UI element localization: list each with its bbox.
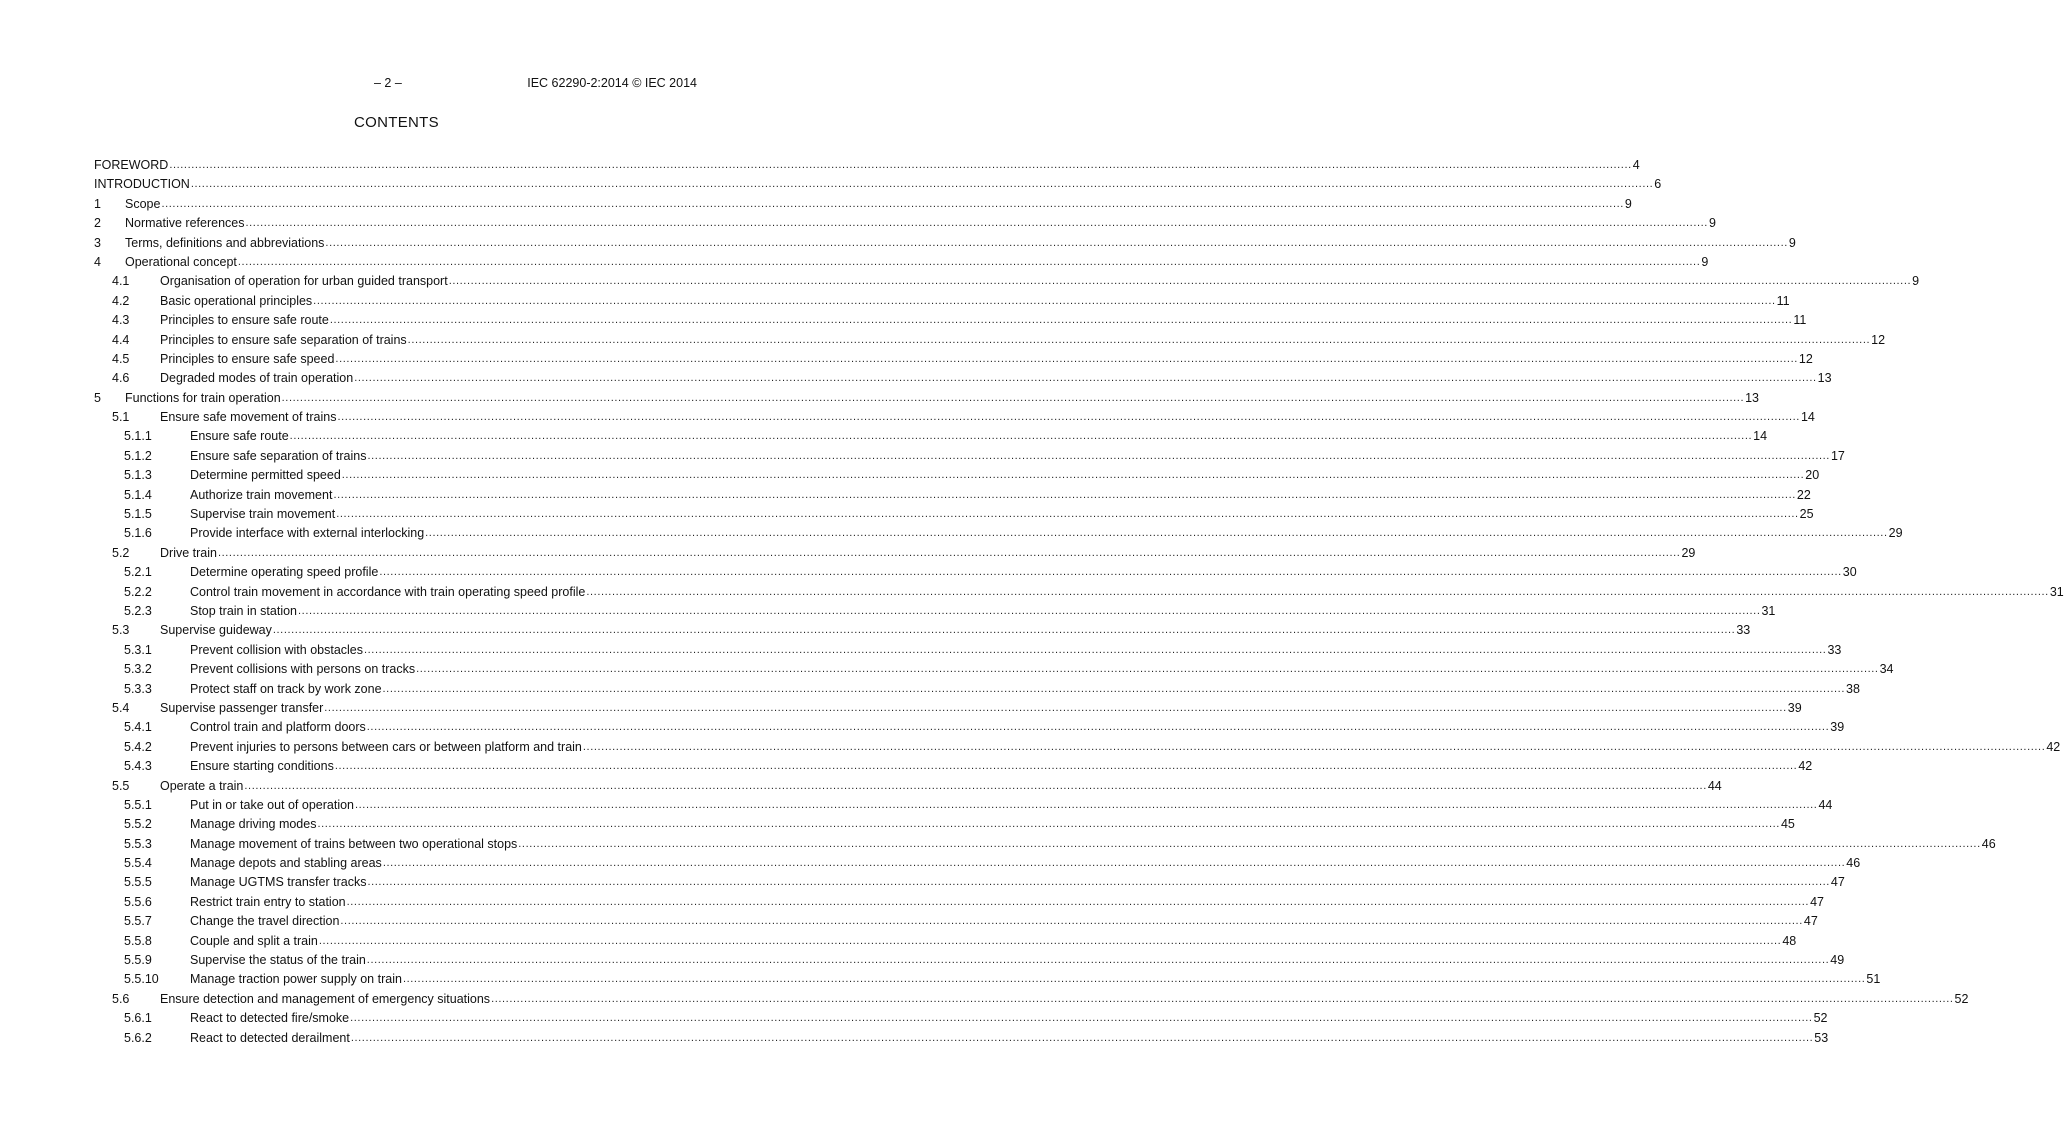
toc-entry-number: 5.5.6 — [124, 894, 152, 909]
toc-entry-number: 5.3.2 — [124, 662, 152, 677]
toc-entry-number: 4 — [94, 254, 101, 269]
toc-entry-title: INTRODUCTION — [94, 177, 190, 192]
toc-entry-title: Ensure starting conditions — [190, 759, 334, 774]
toc-entry[interactable] — [94, 700, 1802, 720]
toc-entry-page: 14 — [1753, 429, 1768, 444]
toc-entry-page: 9 — [1624, 196, 1632, 211]
toc-entry-number: 5.2 — [112, 545, 130, 560]
toc-entry-page: 51 — [1866, 972, 1881, 987]
toc-entry-title: Principles to ensure safe separation of trains — [160, 332, 407, 347]
toc-entry-number: 5.2.2 — [124, 584, 152, 599]
toc-entry-number: 2 — [94, 216, 101, 231]
toc-entry-title: Manage UGTMS transfer tracks — [190, 875, 367, 890]
toc-entry-title: Principles to ensure safe speed — [160, 351, 335, 366]
dot-leader: ................................................................................................................................................................................................................................................................................................................................................................................................................ — [325, 236, 1788, 249]
dot-leader: ................................................................................................................................................................................................................................................................................................................................................................................................................ — [334, 760, 1798, 773]
toc-entry[interactable] — [94, 196, 1632, 216]
dot-leader: ................................................................................................................................................................................................................................................................................................................................................................................................................ — [317, 818, 1780, 831]
dot-leader: ................................................................................................................................................................................................................................................................................................................................................................................................................ — [407, 333, 1871, 346]
toc-entry-title: Basic operational principles — [160, 293, 313, 308]
toc-entry-title: Stop train in station — [190, 603, 298, 618]
toc-entry-number: 5.5.4 — [124, 856, 152, 871]
toc-entry[interactable] — [94, 662, 1894, 681]
toc-entry[interactable] — [94, 991, 1969, 1011]
toc-entry-page: 4 — [1632, 158, 1640, 172]
toc-entry-page: 45 — [1780, 817, 1795, 832]
dot-leader: ................................................................................................................................................................................................................................................................................................................................................................................................................ — [491, 992, 1954, 1005]
toc-entry-title: Manage movement of trains between two operational stops — [190, 836, 518, 851]
toc-entry-number: 4.2 — [112, 293, 130, 308]
dot-leader: ................................................................................................................................................................................................................................................................................................................................................................................................................ — [354, 372, 1817, 385]
toc-entry-title: Control train movement in accordance with train operating speed profile — [190, 584, 586, 599]
toc-entry[interactable] — [94, 448, 1845, 468]
toc-entry[interactable] — [94, 545, 1696, 565]
dot-leader: ................................................................................................................................................................................................................................................................................................................................................................................................................ — [366, 954, 1830, 967]
toc-entry-title: Supervise guideway — [160, 623, 272, 638]
dot-leader: ................................................................................................................................................................................................................................................................................................................................................................................................................ — [382, 857, 1846, 870]
dot-leader: ................................................................................................................................................................................................................................................................................................................................................................................................................ — [335, 352, 1798, 365]
dot-leader: ................................................................................................................................................................................................................................................................................................................................................................................................................ — [217, 546, 1681, 559]
toc-entry-number: 5.5.9 — [124, 953, 152, 968]
toc-entry-title: Organisation of operation for urban guided transport — [160, 274, 448, 289]
toc-entry-page: 12 — [1798, 351, 1813, 366]
toc-entry[interactable] — [94, 254, 1709, 274]
toc-entry[interactable] — [94, 739, 2061, 759]
toc-entry-title: Ensure safe separation of trains — [190, 448, 367, 463]
toc-entry-page: 29 — [1681, 545, 1696, 560]
toc-entry-title: Prevent injuries to persons between cars or between platform and train — [190, 739, 582, 754]
toc-entry-page: 53 — [1814, 1030, 1829, 1045]
toc-entry-page: 20 — [1805, 468, 1820, 483]
toc-entry[interactable] — [94, 507, 1814, 526]
page-header — [0, 76, 793, 92]
toc-entry[interactable] — [94, 158, 1640, 177]
dot-leader: ................................................................................................................................................................................................................................................................................................................................................................................................................ — [350, 1031, 1814, 1044]
toc-entry-number: 5.3.3 — [124, 681, 152, 696]
toc-entry-number: 5.1.6 — [124, 526, 152, 541]
dot-leader: ................................................................................................................................................................................................................................................................................................................................................................................................................ — [169, 159, 1632, 171]
toc-entry[interactable] — [94, 293, 1790, 313]
toc-entry-title: Degraded modes of train operation — [160, 371, 354, 386]
toc-entry-title: Ensure safe route — [190, 429, 289, 444]
toc-entry[interactable] — [94, 817, 1795, 836]
toc-entry-title: Ensure detection and management of emergency situations — [160, 991, 491, 1006]
toc-entry-page: 13 — [1817, 371, 1832, 386]
toc-entry-page: 42 — [1798, 759, 1813, 774]
toc-entry-number: 5.5.3 — [124, 836, 152, 851]
toc-entry[interactable] — [94, 565, 1857, 584]
dot-leader: ................................................................................................................................................................................................................................................................................................................................................................................................................ — [586, 585, 2049, 598]
dot-leader: ................................................................................................................................................................................................................................................................................................................................................................................................................ — [281, 391, 1745, 404]
toc-entry-page: 6 — [1654, 177, 1662, 192]
toc-entry[interactable] — [94, 429, 1768, 448]
toc-entry-page: 29 — [1888, 526, 1903, 541]
toc-entry-number: 5.5.7 — [124, 914, 152, 929]
toc-entry[interactable] — [94, 410, 1815, 429]
toc-entry[interactable] — [94, 759, 1813, 778]
toc-entry-page: 12 — [1871, 332, 1886, 347]
dot-leader: ................................................................................................................................................................................................................................................................................................................................................................................................................ — [366, 721, 1830, 734]
toc-entry-page: 25 — [1799, 507, 1814, 522]
dot-leader: ................................................................................................................................................................................................................................................................................................................................................................................................................ — [337, 411, 1800, 424]
toc-entry-number: 5.1.3 — [124, 468, 152, 483]
toc-entry[interactable] — [94, 468, 1820, 487]
dot-leader: ................................................................................................................................................................................................................................................................................................................................................................................................................ — [448, 275, 1912, 288]
toc-entry-number: 5.3 — [112, 623, 130, 638]
toc-entry-page: 34 — [1879, 662, 1894, 677]
toc-entry[interactable] — [94, 216, 1716, 235]
dot-leader: ................................................................................................................................................................................................................................................................................................................................................................................................................ — [324, 701, 1787, 714]
dot-leader: ................................................................................................................................................................................................................................................................................................................................................................................................................ — [346, 895, 1810, 908]
dot-leader: ................................................................................................................................................................................................................................................................................................................................................................................................................ — [402, 973, 1866, 986]
toc-entry-number: 5.6.2 — [124, 1030, 152, 1045]
toc-entry-number: 5.1 — [112, 410, 130, 425]
toc-entry-page: 9 — [1708, 216, 1716, 231]
dot-leader: ................................................................................................................................................................................................................................................................................................................................................................................................................ — [416, 663, 1879, 676]
toc-entry-title: Authorize train movement — [190, 487, 333, 502]
toc-entry-page: 14 — [1800, 410, 1815, 425]
toc-entry[interactable] — [94, 894, 1824, 914]
toc-entry[interactable] — [94, 914, 1818, 933]
table-of-contents — [94, 158, 2064, 1050]
toc-entry-page: 48 — [1782, 933, 1797, 948]
dot-leader: ................................................................................................................................................................................................................................................................................................................................................................................................................ — [245, 217, 1708, 230]
toc-entry-title: Functions for train operation — [125, 390, 281, 405]
toc-entry-title: Supervise the status of the train — [190, 953, 366, 968]
toc-entry-page: 9 — [1701, 254, 1709, 269]
toc-entry-title: Manage depots and stabling areas — [190, 856, 382, 871]
toc-entry[interactable] — [94, 972, 1881, 991]
toc-entry[interactable] — [94, 274, 1920, 293]
toc-entry-number: 4.1 — [112, 274, 130, 289]
toc-entry-title: Operate a train — [160, 778, 244, 793]
dot-leader: ................................................................................................................................................................................................................................................................................................................................................................................................................ — [341, 469, 1805, 482]
toc-entry-title: Terms, definitions and abbreviations — [125, 235, 325, 250]
toc-entry[interactable] — [94, 351, 1813, 371]
dot-leader: ................................................................................................................................................................................................................................................................................................................................................................................................................ — [289, 430, 1753, 443]
toc-entry-title: Operational concept — [125, 254, 237, 269]
dot-leader: ................................................................................................................................................................................................................................................................................................................................................................................................................ — [382, 682, 1845, 695]
toc-entry-title: React to detected derailment — [190, 1030, 350, 1045]
dot-leader: ................................................................................................................................................................................................................................................................................................................................................................................................................ — [379, 566, 1842, 579]
toc-entry-number: 5.4.1 — [124, 720, 152, 735]
toc-entry-page: 33 — [1827, 642, 1842, 657]
toc-entry-page: 39 — [1787, 700, 1802, 715]
dot-leader: ................................................................................................................................................................................................................................................................................................................................................................................................................ — [355, 798, 1818, 811]
toc-entry-number: 4.5 — [112, 351, 130, 366]
toc-entry[interactable] — [94, 953, 1845, 972]
toc-entry-title: Supervise passenger transfer — [160, 700, 324, 715]
dot-leader: ................................................................................................................................................................................................................................................................................................................................................................................................................ — [237, 255, 1701, 268]
toc-entry-page: 47 — [1803, 914, 1818, 929]
toc-entry-page: 47 — [1830, 875, 1845, 890]
toc-entry-page: 52 — [1813, 1011, 1828, 1026]
toc-entry-page: 42 — [2046, 739, 2061, 754]
toc-entry-title: Scope — [125, 196, 161, 211]
toc-entry[interactable] — [94, 856, 1861, 875]
toc-entry-page: 46 — [1846, 856, 1861, 871]
dot-leader: ................................................................................................................................................................................................................................................................................................................................................................................................................ — [367, 876, 1830, 889]
toc-entry[interactable] — [94, 836, 1996, 856]
toc-entry-title: Determine operating speed profile — [190, 565, 379, 580]
toc-entry-page: 30 — [1842, 565, 1857, 580]
toc-entry-page: 17 — [1830, 448, 1845, 463]
toc-entry-number: 5.4.3 — [124, 759, 152, 774]
toc-entry[interactable] — [94, 797, 1833, 817]
dot-leader: ................................................................................................................................................................................................................................................................................................................................................................................................................ — [333, 488, 1796, 501]
toc-entry-page: 33 — [1736, 623, 1751, 638]
toc-entry[interactable] — [94, 584, 2064, 604]
toc-entry-title: Determine permitted speed — [190, 468, 341, 483]
contents-title: CONTENTS — [354, 114, 439, 131]
toc-entry[interactable] — [94, 526, 1903, 545]
toc-entry-number: 5.6.1 — [124, 1011, 152, 1026]
toc-entry[interactable] — [94, 313, 1807, 332]
toc-entry[interactable] — [94, 235, 1796, 255]
dot-leader: ................................................................................................................................................................................................................................................................................................................................................................................................................ — [350, 1012, 1813, 1025]
toc-entry-page: 38 — [1846, 681, 1860, 696]
dot-leader: ................................................................................................................................................................................................................................................................................................................................................................................................................ — [329, 314, 1793, 327]
toc-entry-number: 5.2.1 — [124, 565, 152, 580]
toc-entry-page: 39 — [1830, 720, 1845, 735]
page-number: – 2 – — [374, 76, 402, 90]
toc-entry-number: 5.5 — [112, 778, 130, 793]
dot-leader: ................................................................................................................................................................................................................................................................................................................................................................................................................ — [518, 837, 1981, 850]
toc-entry[interactable] — [94, 720, 1845, 739]
toc-entry[interactable] — [94, 603, 1776, 623]
toc-entry-page: 52 — [1954, 991, 1969, 1006]
toc-entry[interactable] — [94, 390, 1760, 410]
toc-entry[interactable] — [94, 933, 1797, 953]
toc-entry-title: Supervise train movement — [190, 507, 336, 522]
dot-leader: ................................................................................................................................................................................................................................................................................................................................................................................................................ — [318, 934, 1782, 947]
toc-entry-title: Put in or take out of operation — [190, 797, 354, 812]
toc-entry[interactable] — [94, 332, 1886, 352]
dot-leader: ................................................................................................................................................................................................................................................................................................................................................................................................................ — [340, 915, 1803, 928]
dot-leader: ................................................................................................................................................................................................................................................................................................................................................................................................................ — [364, 643, 1827, 656]
toc-entry-number: 5.3.1 — [124, 642, 152, 657]
toc-entry-number: 5.1.4 — [124, 487, 152, 502]
dot-leader: ................................................................................................................................................................................................................................................................................................................................................................................................................ — [425, 527, 1888, 540]
toc-entry-title: Manage driving modes — [190, 817, 317, 832]
toc-entry-title: Couple and split a train — [190, 933, 318, 948]
toc-entry-number: 5.6 — [112, 991, 130, 1006]
dot-leader: ................................................................................................................................................................................................................................................................................................................................................................................................................ — [367, 449, 1830, 462]
toc-entry-title: Prevent collisions with persons on tracks — [190, 662, 416, 677]
toc-entry[interactable] — [94, 623, 1751, 642]
toc-entry-number: 5.4 — [112, 700, 130, 715]
toc-entry-page: 9 — [1788, 235, 1796, 250]
toc-entry-title: Provide interface with external interlocking — [190, 526, 425, 541]
dot-leader: ................................................................................................................................................................................................................................................................................................................................................................................................................ — [244, 779, 1707, 792]
toc-entry-number: 5.1.5 — [124, 507, 152, 522]
toc-entry[interactable] — [94, 1030, 1829, 1050]
dot-leader: ................................................................................................................................................................................................................................................................................................................................................................................................................ — [298, 604, 1761, 617]
dot-leader: ................................................................................................................................................................................................................................................................................................................................................................................................................ — [336, 508, 1799, 521]
toc-entry-number: 5.1.1 — [124, 429, 152, 444]
dot-leader: ................................................................................................................................................................................................................................................................................................................................................................................................................ — [272, 624, 1736, 637]
toc-entry-number: 4.6 — [112, 371, 130, 386]
toc-entry[interactable] — [94, 487, 1811, 507]
toc-entry-number: 5.5.8 — [124, 933, 152, 948]
toc-entry-title: Prevent collision with obstacles — [190, 642, 363, 657]
toc-entry-number: 5.5.10 — [124, 972, 159, 987]
toc-entry-title: FOREWORD — [94, 158, 169, 172]
toc-entry-page: 31 — [1761, 603, 1776, 618]
toc-entry-page: 47 — [1810, 894, 1824, 909]
toc-entry-number: 3 — [94, 235, 101, 250]
toc-entry-number: 5.5.5 — [124, 875, 152, 890]
toc-entry-title: Drive train — [160, 545, 217, 560]
toc-entry[interactable] — [94, 875, 1845, 894]
toc-entry-page: 11 — [1793, 313, 1807, 328]
toc-entry-page: 31 — [2049, 584, 2064, 599]
toc-entry[interactable] — [94, 177, 1662, 196]
dot-leader: ................................................................................................................................................................................................................................................................................................................................................................................................................ — [313, 294, 1776, 307]
toc-entry-title: Normative references — [125, 216, 245, 231]
toc-entry-number: 5.2.3 — [124, 603, 152, 618]
toc-entry-page: 9 — [1912, 274, 1920, 289]
toc-entry-title: Principles to ensure safe route — [160, 313, 329, 328]
toc-entry-page: 11 — [1776, 293, 1790, 308]
toc-entry-title: Control train and platform doors — [190, 720, 366, 735]
toc-entry-title: Ensure safe movement of trains — [160, 410, 337, 425]
dot-leader: ................................................................................................................................................................................................................................................................................................................................................................................................................ — [161, 197, 1624, 210]
toc-entry-title: Restrict train entry to station — [190, 894, 346, 909]
toc-entry-page: 49 — [1830, 953, 1845, 968]
toc-entry-number: 4.4 — [112, 332, 130, 347]
toc-entry-title: Manage traction power supply on train — [190, 972, 402, 987]
toc-entry-page: 13 — [1745, 390, 1760, 405]
dot-leader: ................................................................................................................................................................................................................................................................................................................................................................................................................ — [190, 178, 1654, 191]
toc-entry-title: Protect staff on track by work zone — [190, 681, 382, 696]
toc-entry-number: 4.3 — [112, 313, 130, 328]
toc-entry-number: 5.5.1 — [124, 797, 152, 812]
toc-entry[interactable] — [94, 778, 1722, 798]
toc-entry-page: 44 — [1818, 797, 1833, 812]
dot-leader: ................................................................................................................................................................................................................................................................................................................................................................................................................ — [582, 740, 2046, 753]
toc-entry[interactable] — [94, 371, 1832, 390]
document-identifier: IEC 62290-2:2014 © IEC 2014 — [527, 76, 697, 90]
toc-entry-number: 5.1.2 — [124, 448, 152, 463]
toc-entry-page: 44 — [1707, 778, 1722, 793]
toc-entry-title: Change the travel direction — [190, 914, 340, 929]
toc-entry-page: 46 — [1981, 836, 1996, 851]
toc-entry-title: React to detected fire/smoke — [190, 1011, 350, 1026]
toc-entry[interactable] — [94, 1011, 1828, 1030]
toc-entry[interactable] — [94, 681, 1860, 701]
toc-entry-page: 22 — [1796, 487, 1811, 502]
toc-entry-number: 1 — [94, 196, 101, 211]
toc-entry-number: 5.4.2 — [124, 739, 152, 754]
toc-entry[interactable] — [94, 642, 1842, 662]
toc-entry-number: 5 — [94, 390, 101, 405]
toc-entry-number: 5.5.2 — [124, 817, 152, 832]
